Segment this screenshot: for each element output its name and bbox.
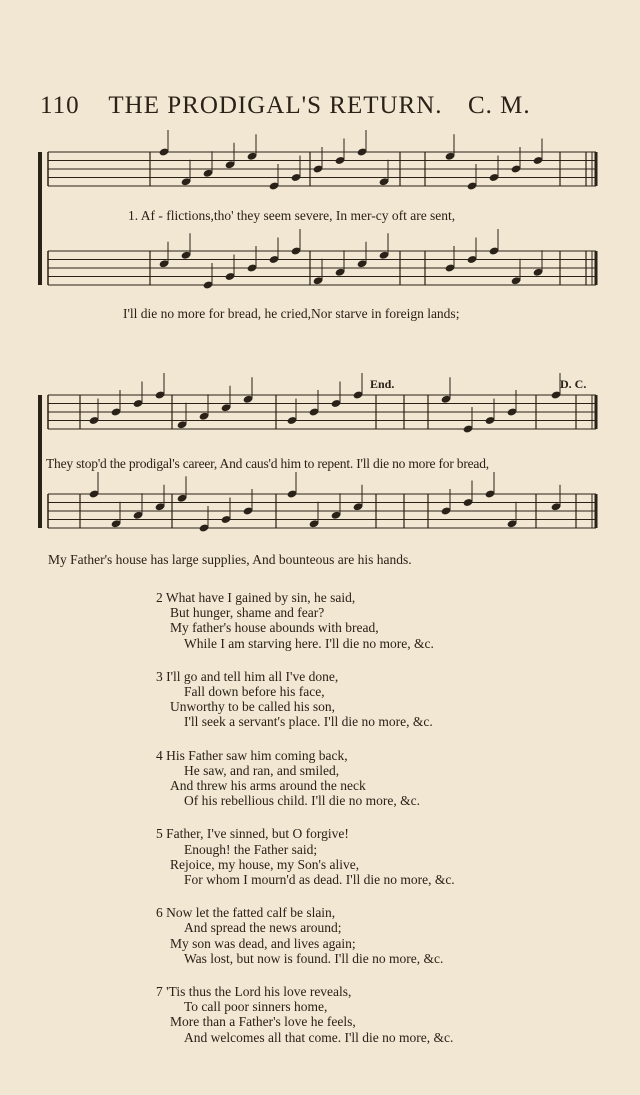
verse bbox=[156, 984, 556, 1045]
verse-line: Fall down before his face, bbox=[184, 684, 325, 700]
lyric-line-2: I'll die no more for bread, he cried,Nor starve in foreign lands; bbox=[123, 306, 460, 321]
verse-line: Was lost, but now is found. I'll die no more, &c. bbox=[184, 950, 444, 966]
verse-line: Of his rebellious child. I'll die no more, &c. bbox=[184, 793, 421, 809]
verse-line: 5 Father, I've sinned, but O forgive! bbox=[156, 826, 349, 842]
verse-line: And threw his arms around the neck bbox=[170, 778, 366, 794]
verse-line: Unworthy to be called his son, bbox=[170, 699, 335, 715]
verse bbox=[156, 748, 556, 809]
hymn-meter: C. M. bbox=[468, 92, 531, 119]
verse-line: Rejoice, my house, my Son's alive, bbox=[170, 856, 360, 872]
verse-line: 6 Now let the fatted calf be slain, bbox=[156, 905, 336, 921]
end-marker: End. bbox=[370, 377, 395, 391]
verse-line: But hunger, shame and fear? bbox=[170, 605, 325, 621]
verse-line: My son was dead, and lives again; bbox=[170, 935, 356, 951]
verse-line: 3 I'll go and tell him all I've done, bbox=[156, 668, 339, 684]
verse bbox=[156, 905, 556, 966]
verse-line: To call poor sinners home, bbox=[184, 999, 328, 1015]
verse-line: And spread the news around; bbox=[184, 920, 342, 936]
verse-line: Enough! the Father said; bbox=[184, 841, 318, 857]
verse-line: 2 What have I gained by sin, he said, bbox=[156, 590, 356, 605]
verse bbox=[156, 826, 556, 887]
verse-line: 7 'Tis thus the Lord his love reveals, bbox=[156, 984, 352, 1000]
verse-line: He saw, and ran, and smiled, bbox=[184, 762, 340, 778]
verses bbox=[156, 590, 556, 1063]
verse bbox=[156, 590, 556, 651]
verse-line: I'll seek a servant's place. I'll die no more, &c. bbox=[184, 714, 433, 730]
lyric-line-3: They stop'd the prodigal's career, And caus'd him to repent. I'll die no more for bread, bbox=[46, 456, 489, 471]
hymn-title: THE PRODIGAL'S RETURN. bbox=[108, 92, 443, 119]
verse-line: 4 His Father saw him coming back, bbox=[156, 747, 348, 763]
verse-line: My father's house abounds with bread, bbox=[170, 620, 379, 636]
lyric-line-4: My Father's house has large supplies, And bounteous are his hands. bbox=[48, 552, 412, 567]
verse-line: For whom I mourn'd as dead. I'll die no more, &c. bbox=[184, 872, 455, 888]
page-number: 110 bbox=[40, 92, 80, 119]
lyric-line-1: 1. Af - flictions,tho' they seem severe, In mer-cy oft are sent, bbox=[128, 208, 456, 223]
verse-line: More than a Father's love he feels, bbox=[170, 1014, 356, 1030]
dc-marker: D. C. bbox=[560, 377, 587, 391]
verse bbox=[156, 669, 556, 730]
verse-line: While I am starving here. I'll die no more, &c. bbox=[184, 635, 434, 651]
verse-line: And welcomes all that come. I'll die no more, &c. bbox=[184, 1029, 454, 1045]
